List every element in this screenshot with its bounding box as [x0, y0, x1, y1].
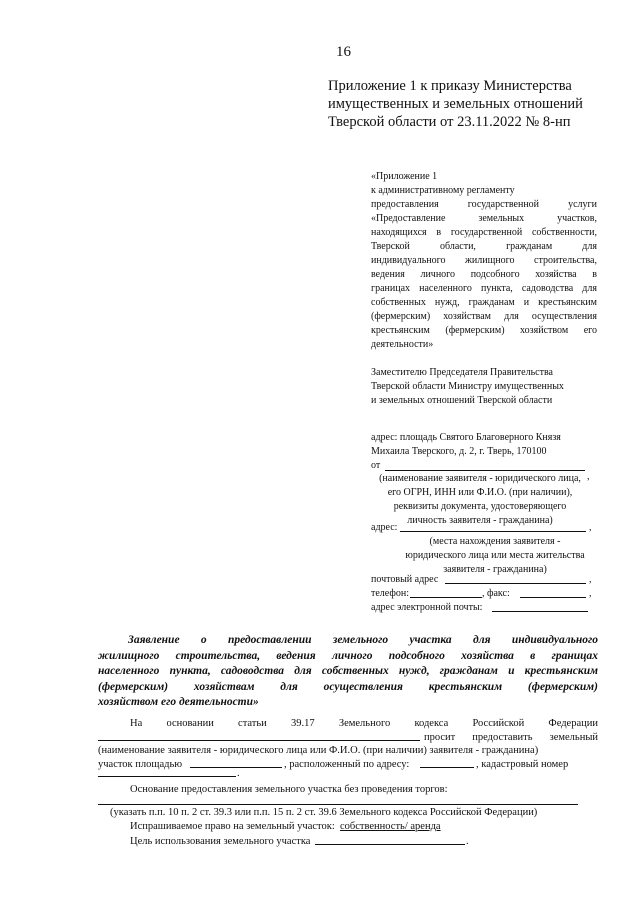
land-use-purpose-period: .	[466, 836, 469, 847]
applicant-address-hint-line: заявителя - гражданина)	[443, 564, 547, 575]
postal-address-blank	[445, 583, 586, 584]
tender-basis-label: Основание предоставления земельного участка без проведения торгов:	[130, 784, 448, 795]
body-line-1: На основании статьи 39.17 Земельного кодекса Российской Федерации	[130, 718, 598, 729]
appendix-line-1: «Приложение 1	[371, 171, 438, 182]
appendix-jline: индивидуального жилищного строительства,	[371, 255, 597, 266]
order-header-line-1: Приложение 1 к приказу Министерства	[328, 78, 572, 94]
order-header-line-2: имущественных и земельных отношений	[328, 96, 583, 112]
title-line: (фермерским) хозяйствам для осуществления крестьянским (фермерским)	[98, 680, 598, 693]
applicant-address-hint	[380, 535, 610, 577]
appendix-jline: предоставления государственной услуги	[371, 199, 597, 210]
location-label: , расположенный по адресу:	[284, 759, 410, 770]
from-comma: ,	[587, 471, 590, 482]
fax-blank	[520, 597, 586, 598]
appendix-jline: (фермерским) хозяйствам для осуществления	[371, 311, 597, 322]
application-title	[98, 633, 598, 711]
addressee-line-3: и земельных отношений Тверской области	[371, 395, 553, 406]
title-line: Заявление о предоставлении земельного участка для индивидуального	[128, 634, 598, 646]
applicant-address-label: адрес:	[371, 522, 398, 533]
appendix-jline: находящихся в государственной собственности,	[371, 227, 597, 238]
appendix-jline: Тверской области, гражданам для	[371, 241, 597, 252]
postal-address-comma: ,	[589, 574, 592, 585]
applicant-address-hint-line: юридического лица или места жительства	[405, 550, 585, 561]
cadastral-label: , кадастровый номер	[476, 759, 569, 770]
from-hint-line: его ОГРН, ИНН или Ф.И.О. (при наличии),	[387, 487, 573, 498]
from-blank-line	[385, 470, 585, 471]
addressee-line-1: Заместителю Председателя Правительства	[371, 367, 553, 378]
appendix-jline: крестьянским (фермерским) хозяйством его	[371, 325, 597, 336]
appendix-jline: ведения личного подсобного хозяйства в	[371, 269, 597, 280]
body-line-3-hint: (наименование заявителя - юридического лица или Ф.И.О. (при наличии) заявителя - гражданина)	[98, 745, 539, 756]
area-label: участок площадью	[98, 759, 183, 770]
email-label: адрес электронной почты:	[371, 602, 483, 613]
from-hint-line: реквизиты документа, удостоверяющего	[393, 501, 567, 512]
fax-label: , факс:	[482, 588, 510, 599]
ministry-address-line-2: Михаила Тверского, д. 2, г. Тверь, 170100	[371, 446, 547, 457]
title-line: жилищного строительства, ведения личного подсобного хозяйства в границах	[98, 649, 598, 662]
applicant-address-blank	[400, 531, 586, 532]
requested-right-label: Испрашиваемое право на земельный участок:	[130, 821, 335, 832]
appendix-jline: границах населенного пункта, садоводства для	[371, 283, 597, 294]
cadastral-blank	[98, 776, 236, 777]
ministry-address-line-1: адрес: площадь Святого Благоверного Князя	[371, 432, 561, 443]
appendix-last-line: деятельности»	[371, 339, 434, 350]
page-number: 16	[336, 44, 351, 60]
email-blank	[492, 611, 588, 612]
from-hint	[360, 472, 600, 528]
land-use-purpose-label: Цель использования земельного участка	[130, 836, 311, 847]
cadastral-period: .	[237, 768, 240, 779]
body-line-2-tail: просит предоставить земельный	[424, 732, 598, 743]
applicant-address-comma: ,	[589, 522, 592, 533]
appendix-line-2: к административному регламенту	[371, 185, 515, 196]
applicant-name-blank	[98, 740, 420, 741]
tender-basis-hint: (указать п.п. 10 п. 2 ст. 39.3 или п.п. 15 п. 2 ст. 39.6 Земельного кодекса Российской Федерации)	[110, 807, 538, 818]
from-label: от	[371, 460, 381, 471]
addressee-line-2: Тверской области Министру имущественных	[371, 381, 564, 392]
requested-right-value: собственность/ аренда	[340, 821, 441, 832]
land-use-purpose-blank	[315, 844, 465, 845]
title-line: хозяйством его деятельности»	[98, 696, 259, 708]
title-line: населенного пункта, садоводства для собственных нужд, гражданам и крестьянским	[98, 665, 598, 677]
appendix-jline: «Предоставление земельных участков,	[371, 213, 597, 224]
applicant-address-hint-line: (места нахождения заявителя -	[429, 536, 561, 547]
phone-blank	[410, 597, 482, 598]
appendix-justified	[371, 198, 597, 352]
from-hint-line: (наименование заявителя - юридического лица,	[379, 473, 581, 484]
from-hint-line: личность заявителя - гражданина)	[407, 515, 553, 526]
order-header-line-3: Тверской области от 23.11.2022 № 8-нп	[328, 114, 571, 130]
area-blank	[190, 767, 282, 768]
fax-comma: ,	[589, 588, 592, 599]
postal-address-label: почтовый адрес	[371, 574, 439, 585]
appendix-jline: собственных нужд, гражданам и крестьянским	[371, 297, 597, 308]
location-blank	[420, 767, 474, 768]
phone-label: телефон:	[371, 588, 409, 599]
